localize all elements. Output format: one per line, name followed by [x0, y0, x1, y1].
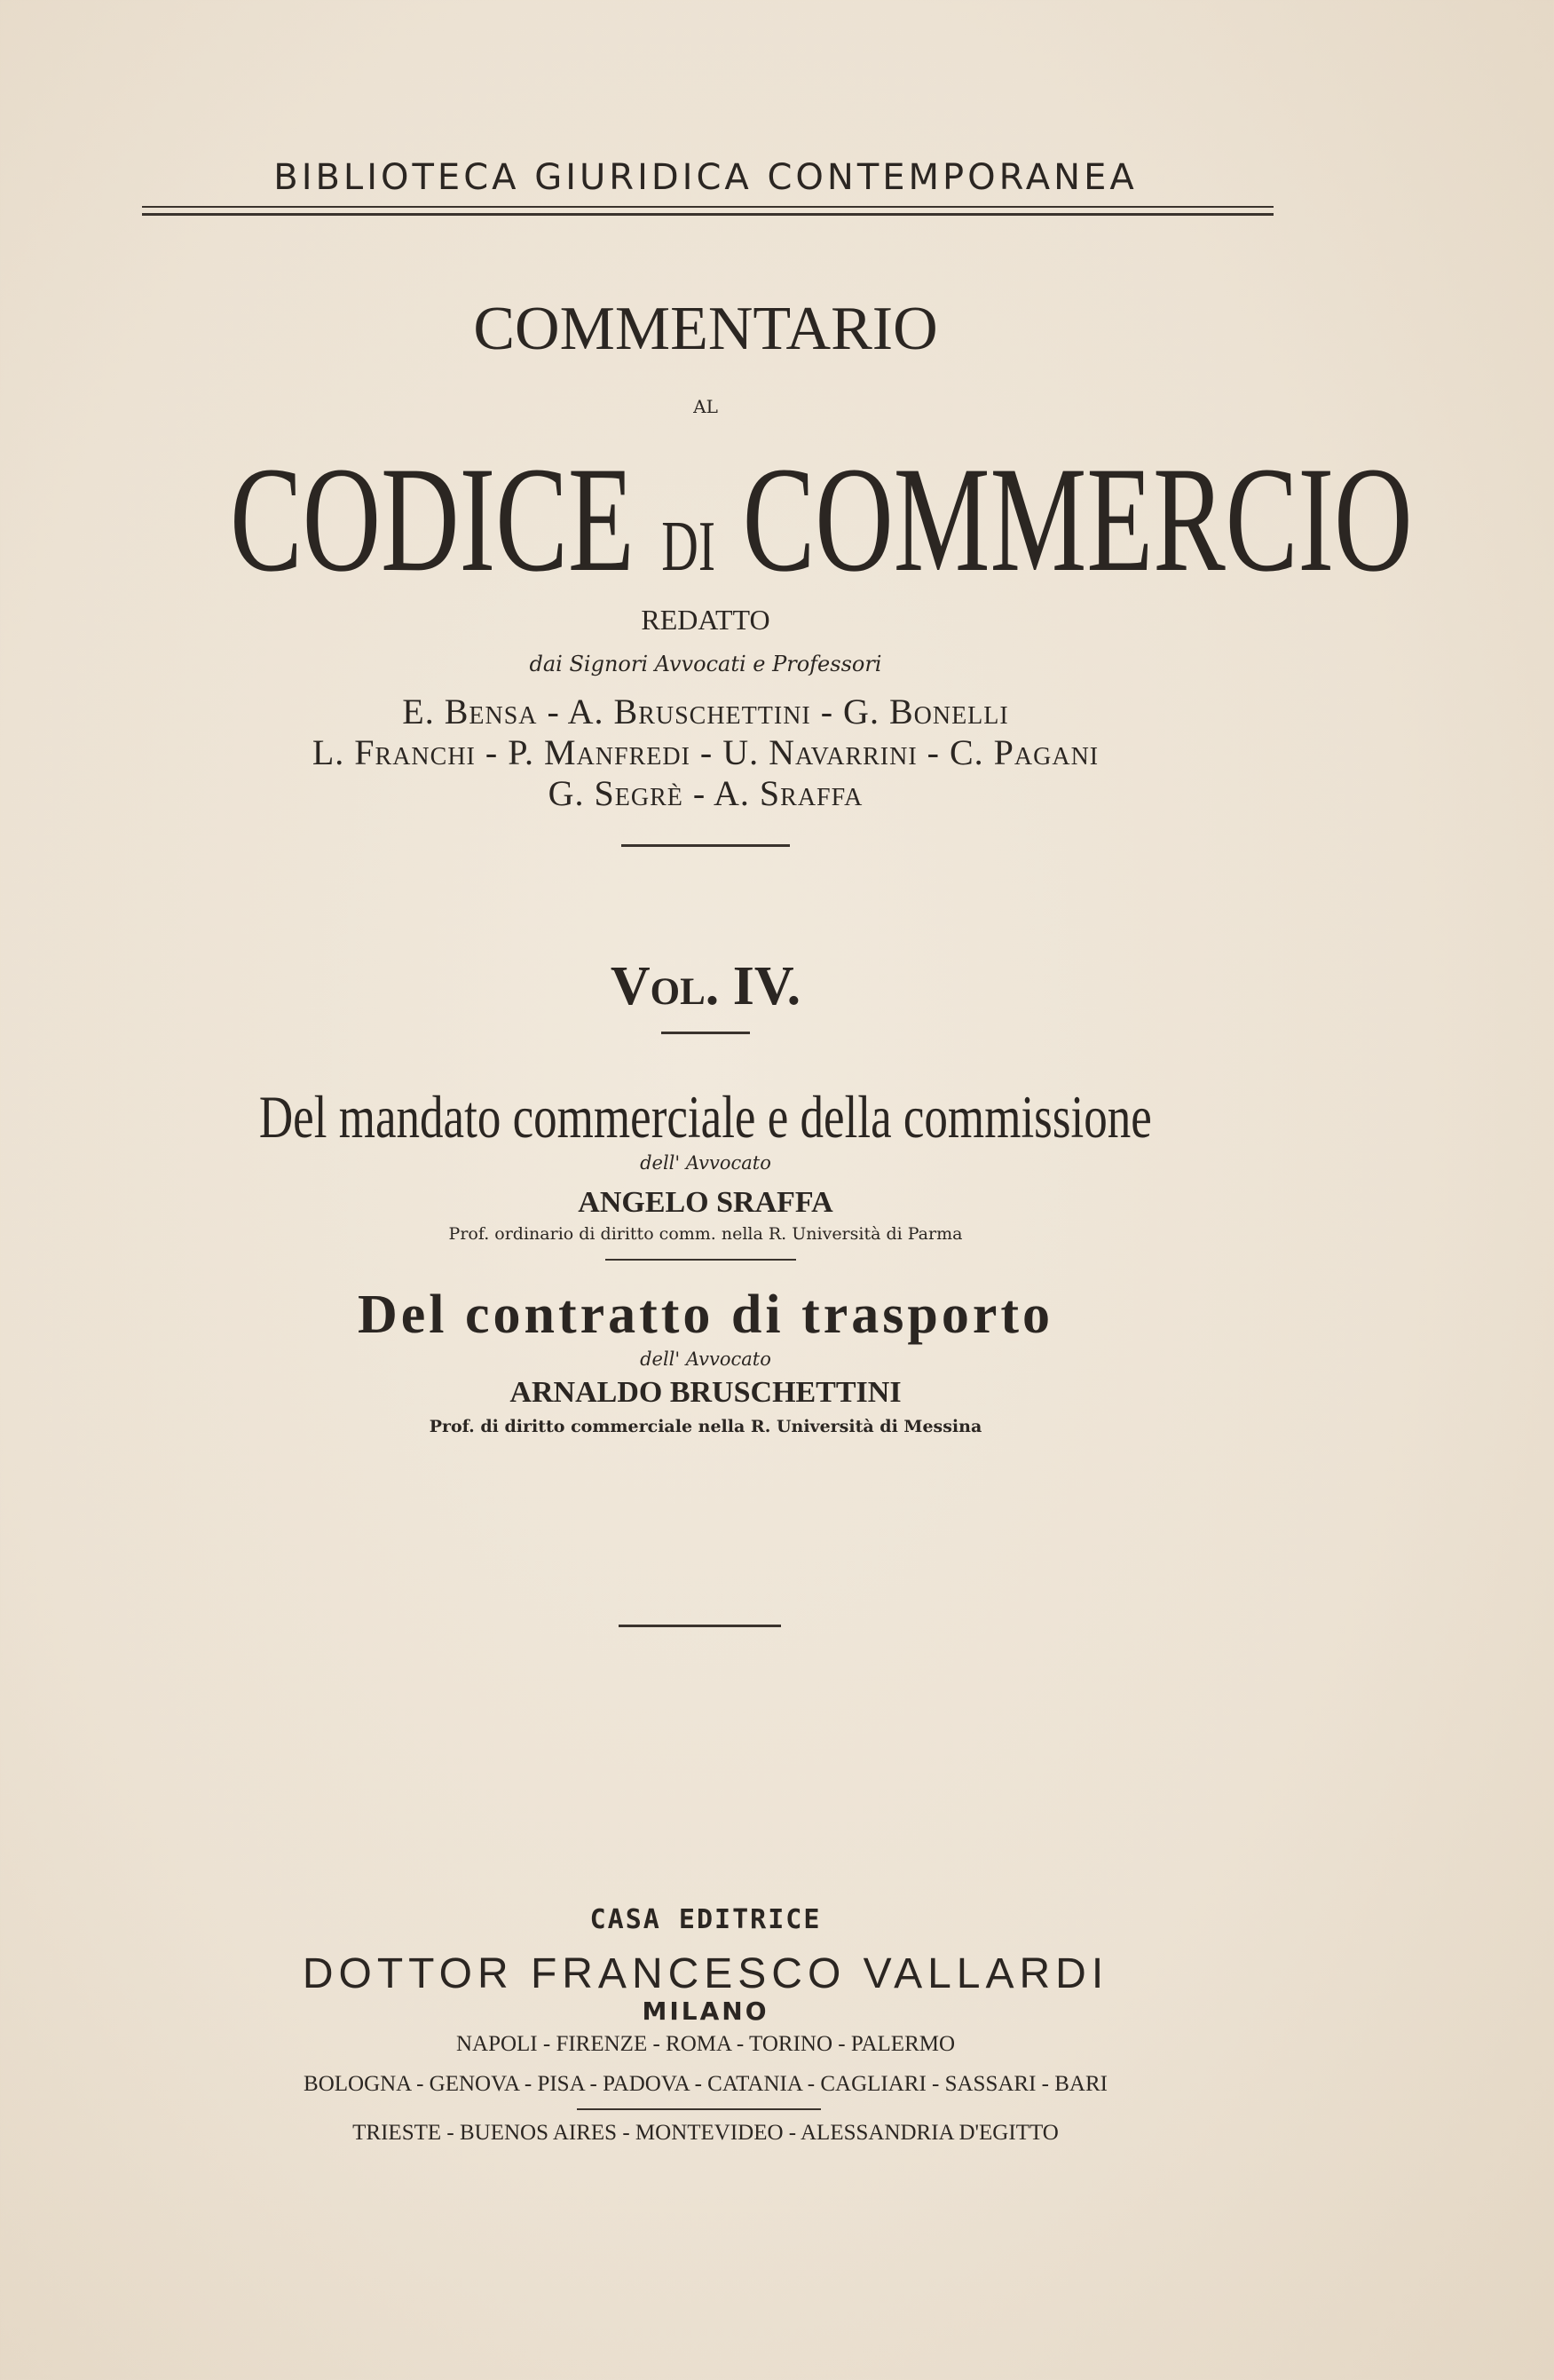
title-al: AL: [693, 396, 718, 417]
divider: [605, 1259, 796, 1261]
publisher-name: DOTTOR FRANCESCO VALLARDI: [302, 1950, 1109, 1997]
authors-line-2: L. Franchi - P. Manfredi - U. Navarrini - C. Pagani: [312, 732, 1100, 772]
part2-author: ARNALDO BRUSCHETTINI: [509, 1376, 902, 1409]
part1-author: ANGELO SRAFFA: [578, 1186, 833, 1219]
title-commentario: COMMENTARIO: [473, 295, 938, 363]
divider: [621, 844, 790, 847]
publisher-branches-1: NAPOLI - FIRENZE - ROMA - TORINO - PALERMO: [455, 2032, 956, 2056]
volume: Vol. IV.: [610, 956, 801, 1016]
part2-by: dell' Avvocato: [640, 1348, 771, 1370]
main-title-codice: CODICE: [230, 436, 635, 603]
part1-title-text: Del mandato commerciale e della commissione: [259, 1083, 1152, 1150]
publisher-casa: CASA EDITRICE: [589, 1904, 822, 1935]
redatto: REDATTO: [641, 604, 770, 636]
part1-by: dell' Avvocato: [640, 1152, 771, 1174]
double-rule-bottom: [142, 213, 1274, 216]
divider: [619, 1625, 781, 1627]
divider: [577, 2108, 821, 2110]
part1-title: [0, 1083, 1411, 1150]
part2-title: Del contratto di trasporto: [357, 1285, 1054, 1345]
series-title: BIBLIOTECA GIURIDICA CONTEMPORANEA: [273, 157, 1138, 198]
dai-signori: dai Signori Avvocati e Professori: [529, 652, 882, 676]
main-title: [0, 436, 1413, 603]
publisher-city: MILANO: [642, 1997, 769, 2026]
main-title-commercio: COMMERCIO: [742, 436, 1413, 603]
authors-line-3: G. Segrè - A. Sraffa: [548, 773, 864, 813]
publisher-branches-2: BOLOGNA - GENOVA - PISA - PADOVA - CATANIA - CAGLIARI - SASSARI - BARI: [304, 2072, 1108, 2096]
double-rule-top: [142, 206, 1274, 208]
publisher-branches-3: TRIESTE - BUENOS AIRES - MONTEVIDEO - ALESSANDRIA D'EGITTO: [352, 2121, 1059, 2145]
authors-line-1: E. Bensa - A. Bruschettini - G. Bonelli: [402, 692, 1009, 731]
part1-affiliation: Prof. ordinario di diritto comm. nella R. Università di Parma: [448, 1224, 963, 1244]
divider: [661, 1032, 750, 1034]
part2-affiliation: Prof. di diritto commerciale nella R. Università di Messina: [429, 1417, 982, 1436]
main-title-di: DI: [661, 508, 716, 586]
